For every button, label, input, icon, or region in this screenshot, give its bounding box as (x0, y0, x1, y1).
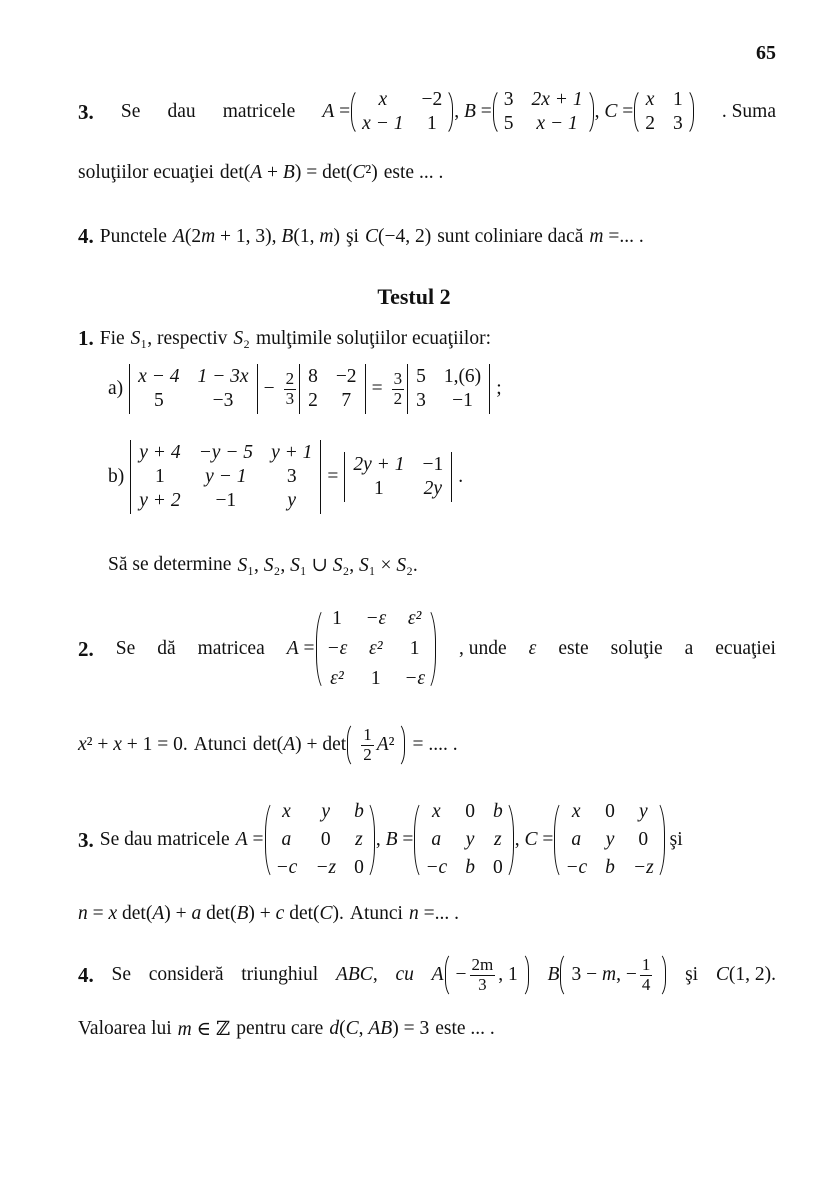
matrix-cell: 1 (672, 89, 683, 110)
matrix-a (264, 800, 376, 880)
text: soluţie (610, 638, 663, 659)
matrix-cell: 1 (409, 638, 420, 659)
q2-line-1 (78, 607, 776, 691)
matrix-cell: 3 (503, 89, 514, 110)
text: Fie (99, 327, 125, 349)
matrix-cell: −c (565, 857, 588, 878)
q1-task (108, 553, 424, 577)
matrix-cell: 3 (286, 466, 297, 487)
text: Se (120, 101, 141, 122)
set-s2: S₂ (233, 327, 250, 349)
matrix-cell: x (431, 801, 441, 822)
denominator: 3 (285, 388, 295, 408)
matrix-cell: 1,(6) (443, 366, 482, 387)
matrix-cell: −z (632, 857, 654, 878)
determinant (129, 364, 257, 414)
matrix-cell: a (281, 829, 292, 850)
text: 3 − m, − (571, 964, 637, 986)
q3-line-2 (78, 903, 465, 925)
matrix-cell: 1 (426, 113, 437, 134)
matrix-cell: y (638, 801, 648, 822)
operator: − (263, 378, 275, 399)
point-c: C(1, 2). (715, 964, 776, 986)
part-label: b) (108, 466, 125, 487)
text: ecuaţiei (715, 638, 776, 659)
parenthesized-expression (346, 722, 406, 768)
q3-line-1 (78, 800, 683, 880)
matrix-cell: y (465, 829, 475, 850)
page-number: 65 (756, 42, 776, 64)
matrix-c (633, 88, 695, 136)
set-s1: S₁ (130, 327, 148, 349)
fraction (284, 370, 297, 408)
problem-number: 4. (78, 962, 94, 987)
answer-blank: = .... . (412, 734, 458, 756)
numerator: 1 (641, 955, 651, 974)
fraction (470, 956, 496, 994)
matrix-cell: −ε (326, 638, 348, 659)
part-label: a) (108, 378, 124, 399)
fraction (640, 956, 653, 994)
matrix-label: A = (235, 829, 264, 850)
matrix-cell: 3 (672, 113, 683, 134)
q1-statement (78, 326, 497, 351)
matrix-cell: y (321, 801, 331, 822)
expression: det(A) + det (252, 734, 347, 756)
problem-number: 3. (78, 827, 94, 852)
text: consideră (148, 964, 224, 986)
q2-line-2 (78, 722, 464, 768)
text: , unde (459, 638, 507, 659)
point-c: C(−4, 2) (364, 225, 432, 247)
matrix-b (492, 88, 595, 136)
q4-line-1 (78, 952, 776, 998)
matrix-cell: x (378, 89, 388, 110)
matrix-cell: y (605, 829, 615, 850)
condition: m ∈ ℤ (177, 1019, 231, 1040)
text: şi (669, 829, 683, 850)
determinant (344, 452, 452, 502)
answer-blank: n =... . (408, 903, 459, 924)
matrix-cell: −2 (421, 89, 443, 110)
numerator: 3 (393, 368, 403, 388)
matrix-cell: x − 4 (138, 366, 180, 387)
matrix-cell: 7 (341, 390, 352, 411)
point-b: B (547, 964, 560, 986)
text: , 1 (498, 964, 518, 986)
text: matricele (222, 101, 296, 122)
text: Valoarea lui (78, 1018, 172, 1039)
matrix-cell: −3 (212, 390, 234, 411)
problem-3-line-2 (78, 162, 449, 184)
text: matricea (197, 638, 265, 659)
matrix-cell: 2 (308, 390, 318, 411)
matrix-cell: −y − 5 (198, 442, 254, 463)
matrix-label: A = (286, 638, 315, 659)
matrix-cell: 2x + 1 (531, 89, 583, 110)
text: Atunci (193, 734, 247, 756)
matrix-cell: −ε (404, 668, 426, 689)
numerator: 2m (471, 955, 494, 974)
matrix-cell: −z (315, 857, 337, 878)
equation: n = x det(A) + a det(B) + c det(C). (78, 903, 344, 924)
text: soluţiilor ecuaţiei (78, 162, 214, 183)
matrix-cell: y − 1 (205, 466, 247, 487)
text: Se (111, 964, 132, 986)
section-title: Testul 2 (377, 284, 451, 309)
matrix-cell: 1 (155, 466, 165, 487)
operator: − (455, 964, 467, 986)
matrix-a (315, 607, 438, 691)
matrix-cell: 0 (492, 857, 503, 878)
matrix-cell: −2 (335, 366, 357, 387)
q1-part-b (108, 440, 469, 514)
text: Atunci (349, 903, 403, 924)
numerator: 1 (363, 725, 372, 744)
matrix-cell: 1 (370, 668, 381, 689)
points: A(2m + 1, 3), B(1, m) (172, 225, 340, 247)
text: , respectiv (147, 327, 228, 349)
matrix-cell: 1 (332, 608, 342, 629)
text: Se (115, 638, 136, 659)
point-a: A (431, 964, 444, 986)
text: triunghiul (241, 964, 319, 986)
matrix-cell: −1 (452, 390, 473, 411)
denominator: 3 (478, 974, 487, 994)
text: a (684, 638, 694, 659)
matrix-cell: b (354, 801, 364, 822)
expression: A² (376, 734, 395, 756)
matrix-cell: 0 (465, 801, 475, 822)
answer-blank: m =... . (589, 225, 644, 247)
matrix-cell: 0 (354, 857, 364, 878)
problem-3-line-1 (78, 88, 776, 136)
numerator: 2 (285, 368, 295, 388)
matrix-cell: 5 (503, 113, 514, 134)
matrix-cell: ε² (369, 638, 383, 659)
operator: = (371, 378, 383, 399)
equation: det(A + B) = det(C²) (219, 162, 378, 183)
text: . Suma (721, 101, 776, 122)
matrix-cell: x (645, 89, 655, 110)
determinant (130, 440, 321, 514)
text: cu (395, 964, 414, 986)
matrix-cell: −c (275, 857, 298, 878)
text: este ... . (435, 1018, 495, 1039)
q4-line-2 (78, 1017, 501, 1041)
point-b-coords (559, 952, 667, 998)
matrix-cell: x − 1 (536, 113, 578, 134)
distance-condition: d(C, AB) = 3 (329, 1018, 430, 1039)
punctuation: ; (496, 378, 502, 399)
matrix-cell: b (465, 857, 475, 878)
text: este ... . (383, 162, 444, 183)
q1-part-a (108, 364, 508, 414)
matrix-cell: y + 2 (139, 490, 181, 511)
text: şi (685, 964, 699, 986)
matrix-cell: −c (425, 857, 448, 878)
matrix-c (553, 800, 665, 880)
matrix-cell: 5 (153, 390, 164, 411)
denominator: 4 (641, 974, 651, 994)
matrix-cell: 2y + 1 (353, 454, 405, 475)
matrix-label: , C = (514, 829, 554, 850)
matrix-cell: b (492, 801, 503, 822)
matrix-cell: 8 (308, 366, 318, 387)
matrix-cell: a (431, 829, 442, 850)
matrix-cell: x (282, 801, 291, 822)
text: Să se determine (108, 554, 232, 575)
determinant (299, 364, 366, 414)
text: dă (157, 638, 176, 659)
operator: = (327, 466, 339, 487)
matrix-cell: x (571, 801, 581, 822)
text: dau (167, 101, 196, 122)
equation: x² + x + 1 = 0. (78, 734, 188, 756)
text: Punctele (99, 225, 167, 247)
problem-number: 4. (78, 224, 94, 248)
matrix-b (413, 800, 514, 880)
matrix-cell: z (494, 829, 502, 850)
denominator: 2 (393, 388, 403, 408)
matrix-cell: ε² (407, 608, 422, 629)
matrix-cell: 3 (416, 390, 426, 411)
problem-number: 1. (78, 326, 94, 350)
matrix-cell: 5 (416, 366, 426, 387)
text: Se dau matricele (99, 829, 230, 850)
matrix-cell: 0 (638, 829, 649, 850)
fraction (392, 370, 405, 408)
epsilon: ε (528, 638, 537, 659)
matrix-cell: 0 (605, 801, 615, 822)
punctuation: . (458, 466, 464, 487)
matrix-label: A = (322, 101, 351, 122)
matrix-cell: 1 (374, 478, 384, 499)
matrix-cell: ε² (330, 668, 344, 689)
text: mulţimile soluţiilor ecuaţiilor: (255, 327, 491, 349)
matrix-a (350, 88, 454, 136)
matrix-cell: 2 (645, 113, 655, 134)
matrix-cell: −ε (365, 608, 387, 629)
matrix-cell: −1 (422, 454, 444, 475)
matrix-cell: y + 1 (271, 442, 313, 463)
matrix-cell: y + 4 (139, 442, 181, 463)
matrix-cell: a (571, 829, 582, 850)
matrix-label: , B = (454, 101, 492, 122)
matrix-cell: y (287, 490, 297, 511)
matrix-cell: x − 1 (362, 113, 404, 134)
matrix-cell: b (605, 857, 615, 878)
problem-number: 2. (78, 636, 94, 661)
text: este (558, 638, 589, 659)
text: pentru care (236, 1018, 324, 1039)
problem-number: 3. (78, 99, 94, 124)
text: sunt coliniare dacă (437, 225, 584, 247)
matrix-cell: z (355, 829, 363, 850)
denominator: 2 (363, 744, 372, 764)
matrix-cell: −1 (215, 490, 237, 511)
sets: S₁, S₂, S₁ ∪ S₂, S₁ × S₂. (237, 555, 418, 576)
matrix-label: , B = (375, 829, 414, 850)
problem-4-line (78, 224, 650, 249)
matrix-cell: 0 (320, 829, 331, 850)
fraction (361, 726, 374, 764)
matrix-label: , C = (594, 101, 634, 122)
point-a-coords (444, 952, 530, 998)
matrix-cell: 1 − 3x (197, 366, 249, 387)
determinant (407, 364, 490, 414)
text: şi (345, 225, 359, 247)
triangle-name: ABC, (335, 964, 378, 986)
matrix-cell: 2y (423, 478, 443, 499)
